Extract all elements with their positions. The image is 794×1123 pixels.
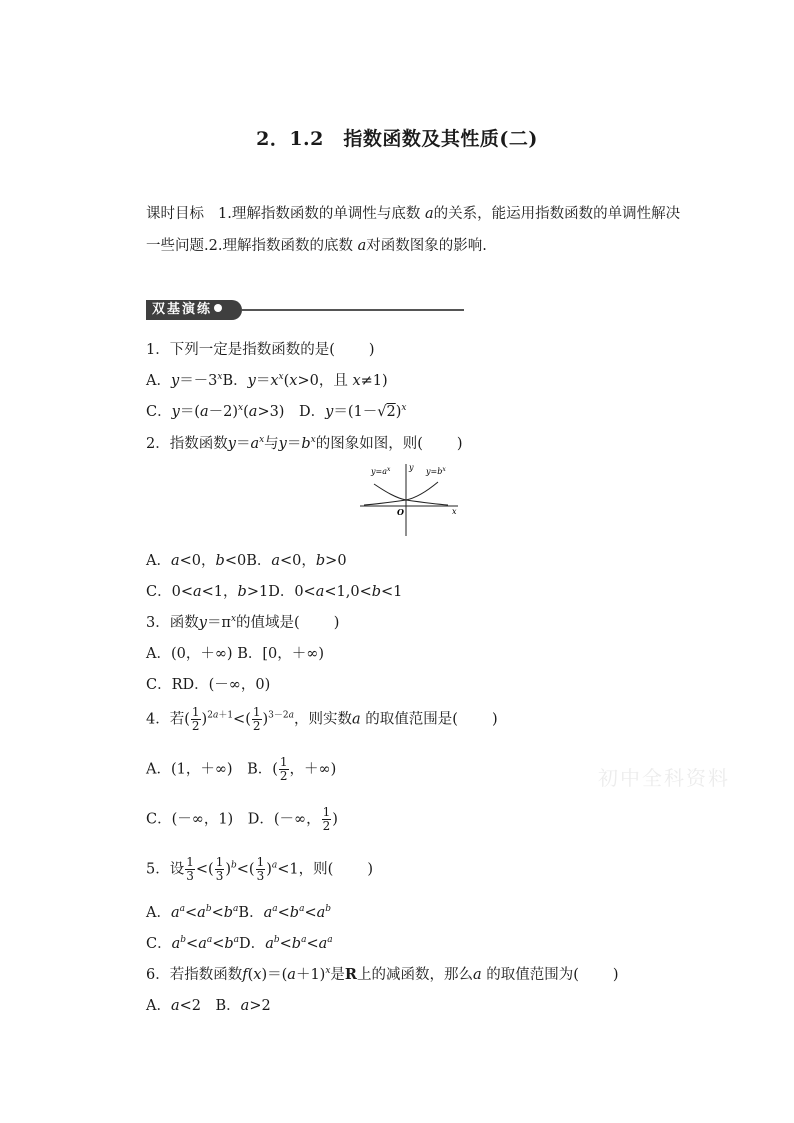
question-4-options-cd: C．(－∞，1) D．(－∞， $\frac{1}{2}$ ) [146, 805, 338, 833]
question-1-options-cd: C．$y=(a-2)^x(a>3)$ D．$y=(1-√2)^x$ [146, 403, 407, 420]
lesson-objective: 课时目标 1.理解指数函数的单调性与底数 a的关系，能运用指数函数的单调性解决一些问题.2.理解指数函数的底数 a对函数图象的影响. [146, 206, 681, 254]
graph-axis-x: x [452, 507, 457, 516]
section-tag: 双基演练 [146, 300, 242, 320]
watermark: 初中全科资料 [598, 766, 730, 790]
question-1-stem: 1．下列一定是指数函数的是( ) [146, 342, 375, 358]
dot-icon [214, 304, 222, 312]
question-4-stem: 4．若( $\frac{1}{2}$ )$^{2a+1}$<( $\frac{1}{2}$ )$^{3-2a}$，则实数a 的取值范围是( ) [146, 705, 498, 733]
question-5-options-ab: A．$a^a<a^b<b^aB$．$a^a<b^a<a^b$ [146, 904, 332, 921]
question-4-options-ab: A．(1，＋∞) B．( $\frac{1}{2}$ ，＋∞) [146, 755, 337, 783]
page-title: 2．1.2 指数函数及其性质(二) [256, 128, 538, 150]
question-2-options-cd: C．0<a<1，b>1D．0<a<1,0<b<1 [146, 584, 403, 600]
question-5-stem: 5．设 $\frac{1}{3}$ <( $\frac{1}{3}$ )$^b$<( $\frac{1}{3}$ )$^a$<1，则( ) [146, 855, 373, 883]
section-header [146, 300, 464, 322]
question-1-options-ab: A．$y=-3^xB$．$y=x^x(x>0$，且 x≠1) [146, 372, 388, 389]
curve-a [374, 484, 448, 505]
question-3-options-ab: A．(0，＋∞) B．[0，＋∞) [146, 646, 324, 662]
graph-label-left: $y=a^x$ [371, 466, 391, 476]
question-3-options-cd: C．RD．(－∞，0) [146, 677, 271, 693]
graph-label-right: $y=b^x$ [426, 466, 446, 476]
question-5-options-cd: C．$a^b<a^a<b^aD$．$a^b<b^a<a^a$ [146, 935, 333, 952]
question-3-stem: 3．函数$y=\pi^x$的值域是( ) [146, 614, 340, 631]
section-divider [242, 309, 464, 311]
curve-b [364, 482, 438, 505]
question-2-options-ab: A．a<0，b<0B．a<0，b>0 [146, 553, 347, 569]
exponential-graph [360, 462, 464, 538]
question-6-options-ab: A．a<2 B．a>2 [146, 998, 271, 1014]
graph-origin: O [397, 507, 404, 517]
graph-axis-y: y [409, 463, 414, 472]
question-2-stem: 2．指数函数$y=a^x$与$y=b^x$的图象如图，则( ) [146, 435, 463, 452]
objective-label: 课时目标 [146, 206, 204, 222]
question-6-stem: 6．若指数函数$f(x)=(a+1)^x$是R上的减函数，那么a 的取值范围为( ) [146, 966, 619, 983]
